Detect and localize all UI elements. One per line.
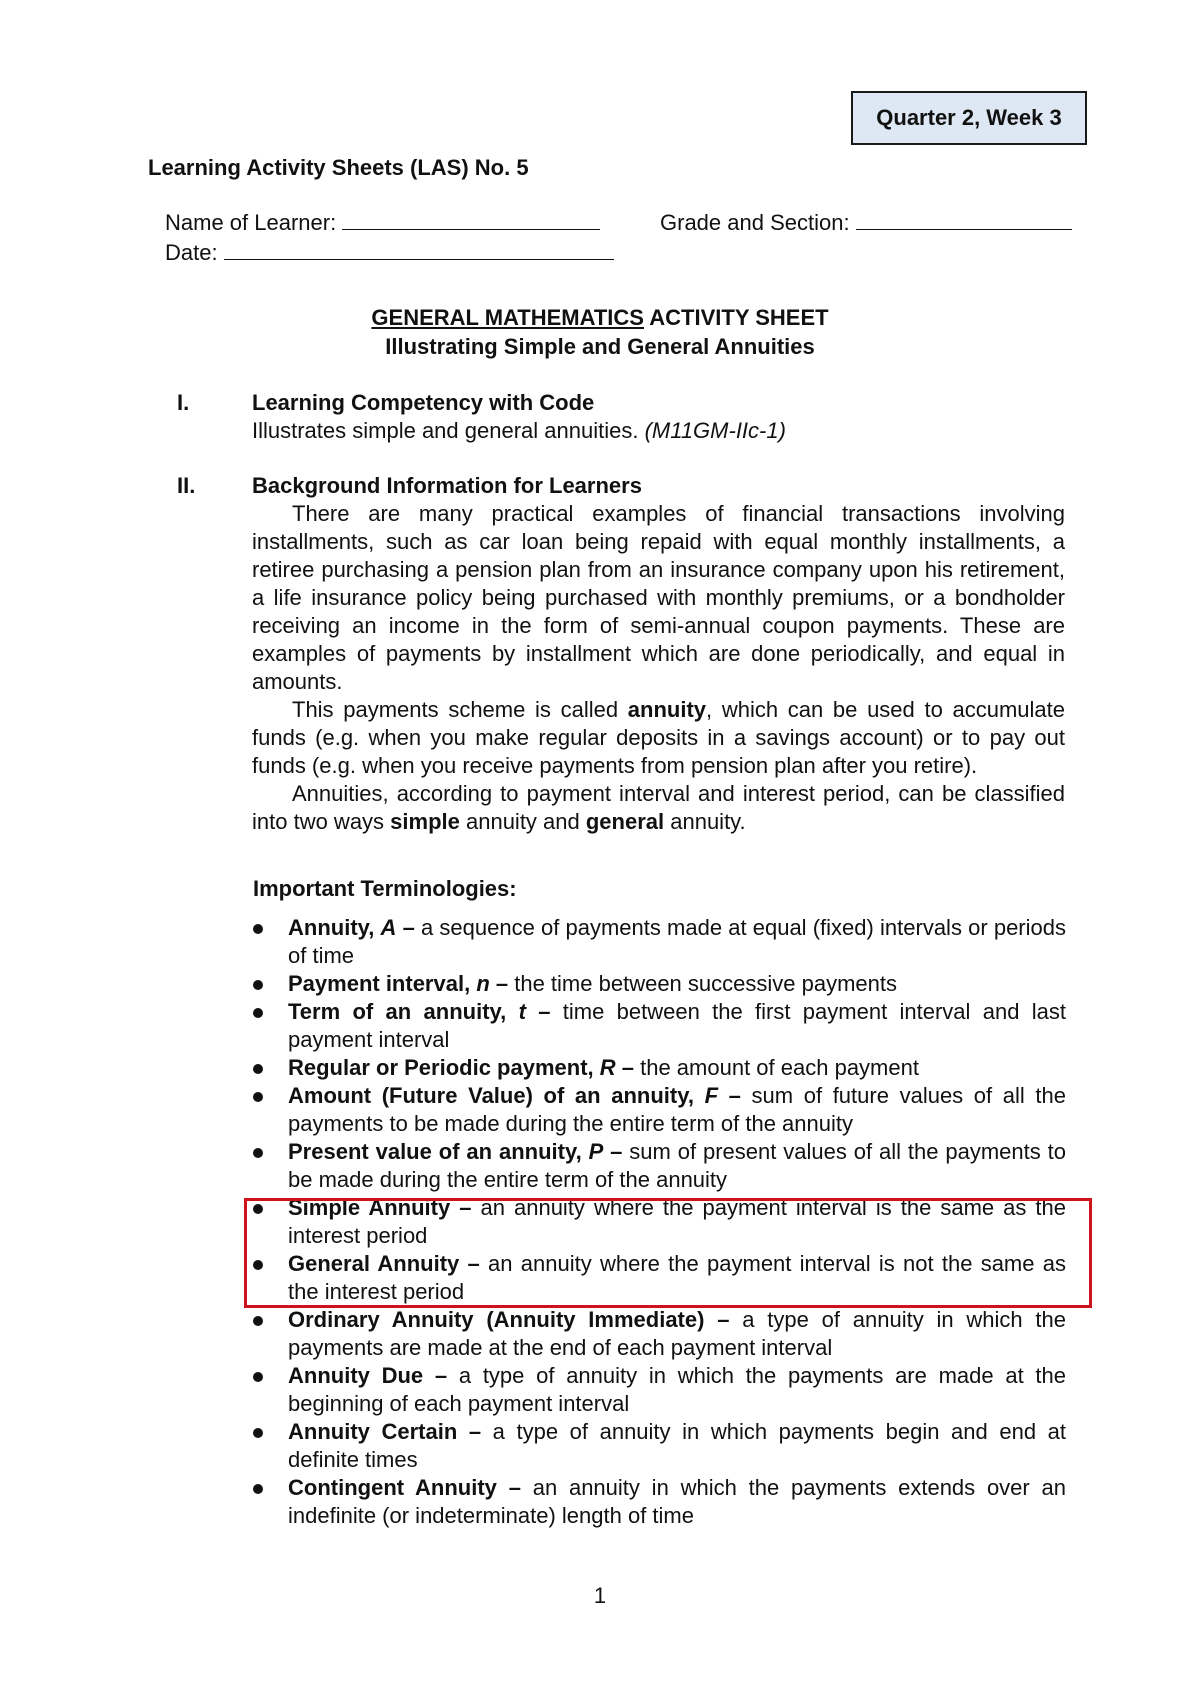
term-dash: – [396, 915, 415, 940]
page-number: 1 [593, 1583, 607, 1608]
term-dash: – [459, 1251, 480, 1276]
bullet-icon [253, 1316, 263, 1326]
term-item [252, 1082, 1066, 1138]
term-dash: – [457, 1419, 482, 1444]
sheet-title-rest: ACTIVITY SHEET [643, 305, 829, 330]
term-dash: – [496, 1475, 521, 1500]
term-name: Contingent Annuity [288, 1475, 497, 1500]
term-definition: a type of annuity in which payments begin and end at definite times [288, 1419, 1066, 1472]
name-label: Name of Learner: [165, 210, 337, 235]
term-definition: sum of present values of all the payments to be made during the entire term of the annuity [288, 1139, 1066, 1192]
term-variable: A [380, 915, 397, 940]
paragraph-1: There are many practical examples of financial transactions involving installments, such as car loan being repaid with equal monthly installments, a retiree purchasing a pension plan from an insurance company upon his retirement, a life insurance policy being purchased with monthly premiums, or a bondholder receiving an income in the form of semi-annual coupon payments. These are examples of payments by installment which are done periodically, and equal in amounts. [252, 501, 1065, 694]
term-definition: an annuity where the payment interval is not the same as the interest period [288, 1251, 1066, 1304]
p3-bold-general: general [585, 809, 665, 834]
term-definition: a sequence of payments made at equal (fixed) intervals or periods of time [288, 915, 1066, 968]
p3-text-b: annuity and [459, 809, 586, 834]
term-definition: a type of annuity in which the payments are made at the end of each payment interval [288, 1307, 1066, 1360]
bullet-icon [253, 1372, 263, 1382]
p2-bold-annuity: annuity [627, 697, 707, 722]
term-definition: a type of annuity in which the payments are made at the beginning of each payment interval [288, 1363, 1066, 1416]
p3-bold-simple: simple [390, 809, 460, 834]
section-2-number: II. [177, 473, 196, 498]
term-definition: sum of future values of all the payments to be made during the entire term of the annuity [288, 1083, 1066, 1136]
term-dash: – [525, 999, 551, 1024]
term-name: Annuity Due [288, 1363, 424, 1388]
las-title: Learning Activity Sheets (LAS) No. 5 [148, 155, 529, 180]
date-label: Date: [165, 240, 218, 265]
p3-text-a: Annuities, according to payment interval and interest period, can be classified into two ways [252, 781, 1065, 834]
section-1-number: I. [177, 390, 190, 415]
term-variable: F [704, 1083, 719, 1108]
sheet-title [0, 305, 1200, 331]
term-item [252, 914, 1066, 970]
term-name: Ordinary Annuity (Annuity Immediate) [288, 1307, 705, 1332]
term-definition: time between the first payment interval and last payment interval [288, 999, 1066, 1052]
term-dash: – [603, 1139, 623, 1164]
term-name: Annuity Certain [288, 1419, 458, 1444]
section-1-heading: Learning Competency with Code [252, 390, 595, 415]
terminologies-heading: Important Terminologies: [253, 876, 517, 901]
highlight-annotation-box [244, 1198, 1092, 1308]
term-name: Simple Annuity [288, 1195, 451, 1220]
grade-label: Grade and Section: [660, 210, 850, 235]
term-dash: – [615, 1055, 634, 1080]
term-dash: – [718, 1083, 741, 1108]
term-variable: t [518, 999, 526, 1024]
section-2-heading: Background Information for Learners [252, 473, 642, 498]
term-item [252, 1418, 1066, 1474]
competency-text: Illustrates simple and general annuities. [252, 418, 645, 443]
term-name: Payment interval, [288, 971, 477, 996]
p2-text-a: This payments scheme is called [292, 697, 628, 722]
quarter-week-box [851, 91, 1087, 145]
p3-text-c: annuity. [664, 809, 746, 834]
term-item [252, 1474, 1066, 1530]
date-field [165, 240, 614, 266]
term-definition: the amount of each payment [634, 1055, 919, 1080]
term-name: Regular or Periodic payment, [288, 1055, 600, 1080]
term-item [252, 998, 1066, 1054]
grade-blank-line [856, 211, 1072, 230]
subject-name: GENERAL MATHEMATICS [371, 305, 644, 330]
term-item [252, 1138, 1066, 1194]
term-item [252, 970, 1066, 998]
term-name: Present value of an annuity, [288, 1139, 589, 1164]
term-name: Annuity, [288, 915, 381, 940]
bullet-icon [253, 1148, 263, 1158]
paragraph-3 [252, 780, 1065, 836]
term-definition: the time between successive payments [508, 971, 897, 996]
term-variable: R [599, 1055, 616, 1080]
bullet-icon [253, 1092, 263, 1102]
bullet-icon [253, 924, 263, 934]
bullet-icon [253, 1428, 263, 1438]
name-of-learner-field [165, 210, 600, 236]
quarter-week-label: Quarter 2, Week 3 [876, 105, 1062, 130]
term-item [252, 1054, 1066, 1082]
bullet-icon [253, 980, 263, 990]
term-name: Amount (Future Value) of an annuity, [288, 1083, 705, 1108]
term-definition: an annuity where the payment interval is the same as the interest period [288, 1195, 1066, 1248]
paragraph-2 [252, 696, 1065, 780]
bullet-icon [253, 1008, 263, 1018]
date-blank-line [224, 241, 614, 260]
term-name: General Annuity [288, 1251, 460, 1276]
term-definition: an annuity in which the payments extends over an indefinite (or indeterminate) length of time [288, 1475, 1066, 1528]
name-blank-line [342, 211, 600, 230]
term-dash: – [450, 1195, 472, 1220]
competency-code: (M11GM-IIc-1) [644, 418, 786, 443]
section-1-text [252, 418, 786, 444]
sheet-subtitle: Illustrating Simple and General Annuities [385, 334, 815, 359]
term-item [252, 1306, 1066, 1362]
bullet-icon [253, 1064, 263, 1074]
term-variable: n [476, 971, 490, 996]
p2-text-b: , which can be used to accumulate funds (e.g. when you make regular deposits in a savings account) or to pay out funds (e.g. when you receive payments from pension plan after you retire). [252, 697, 1065, 778]
term-name: Term of an annuity, [288, 999, 519, 1024]
bullet-icon [253, 1484, 263, 1494]
term-dash: – [423, 1363, 448, 1388]
term-dash: – [489, 971, 509, 996]
background-text [252, 500, 1065, 836]
term-dash: – [704, 1307, 730, 1332]
term-item [252, 1362, 1066, 1418]
grade-section-field [660, 210, 1072, 236]
term-variable: P [588, 1139, 604, 1164]
